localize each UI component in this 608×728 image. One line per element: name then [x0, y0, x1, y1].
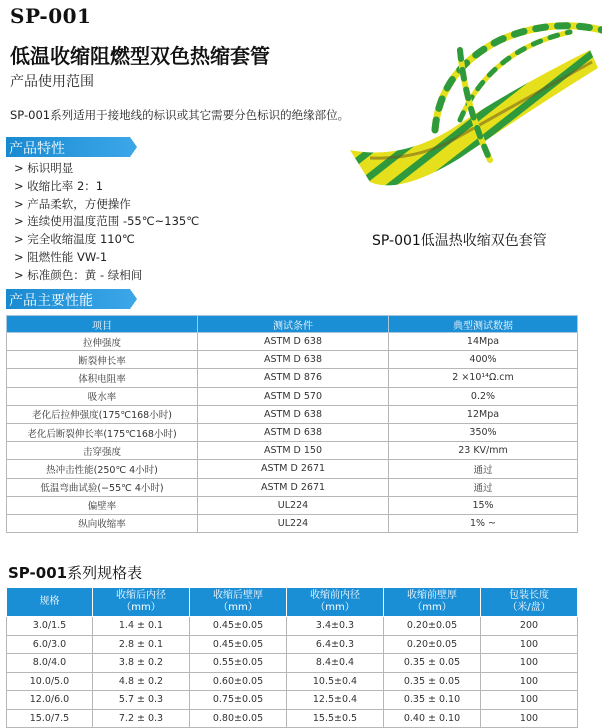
table-cell: 200: [481, 617, 578, 636]
table-cell: 吸水率: [7, 387, 198, 405]
table-cell: 体积电阻率: [7, 369, 198, 387]
column-header: 项目: [7, 316, 198, 333]
table-cell: 15.5±0.5: [287, 709, 384, 728]
table-cell: ASTM D 2671: [198, 478, 389, 496]
table-row: [7, 387, 578, 405]
table-header-row: [7, 588, 578, 617]
table-row: [7, 333, 578, 351]
table-row: [7, 635, 578, 654]
table-cell: 低温弯曲试验(−55℃ 4小时): [7, 478, 198, 496]
table-cell: 0.35 ± 0.05: [384, 654, 481, 673]
table-cell: 老化后拉伸强度(175℃168小时): [7, 405, 198, 423]
table-cell: 0.2%: [389, 387, 578, 405]
heading-arrow: [130, 289, 137, 309]
table-cell: ASTM D 150: [198, 442, 389, 460]
column-header: 规格: [7, 588, 93, 617]
table-cell: 100: [481, 635, 578, 654]
table-cell: 3.4±0.3: [287, 617, 384, 636]
table-row: [7, 617, 578, 636]
table-cell: 0.55±0.05: [190, 654, 287, 673]
table-row: [7, 478, 578, 496]
table-cell: 14Mpa: [389, 333, 578, 351]
table-cell: 15.0/7.5: [7, 709, 93, 728]
page-title: 低温收缩阻燃型双色热缩套管: [10, 44, 270, 68]
table-cell: 0.45±0.05: [190, 617, 287, 636]
table-cell: 老化后断裂伸长率(175℃168小时): [7, 423, 198, 441]
table-cell: 纵向收缩率: [7, 514, 198, 532]
features-heading-bar: [6, 137, 130, 157]
table-cell: 5.7 ± 0.3: [93, 691, 190, 710]
column-header: 收缩前壁厚 （mm）: [384, 588, 481, 617]
table-row: [7, 654, 578, 673]
feature-item: > 标识明显: [14, 161, 74, 175]
product-photo: [340, 10, 602, 200]
spec-table: [6, 587, 578, 728]
table-cell: 击穿强度: [7, 442, 198, 460]
table-row: [7, 496, 578, 514]
table-row: [7, 351, 578, 369]
table-cell: 100: [481, 709, 578, 728]
features-heading: 产品特性: [9, 141, 65, 157]
table-cell: 拉伸强度: [7, 333, 198, 351]
column-header: 收缩前内径 （mm）: [287, 588, 384, 617]
column-header: 收缩后内径 （mm）: [93, 588, 190, 617]
table-cell: 0.40 ± 0.10: [384, 709, 481, 728]
table-row: [7, 369, 578, 387]
table-row: [7, 405, 578, 423]
table-cell: 偏壁率: [7, 496, 198, 514]
feature-item: > 连续使用温度范围 -55℃~135℃: [14, 214, 200, 229]
spec-title-code: SP-001: [8, 564, 68, 582]
table-row: [7, 423, 578, 441]
table-cell: 0.45±0.05: [190, 635, 287, 654]
table-cell: 23 KV/mm: [389, 442, 578, 460]
features-list: [14, 160, 199, 285]
table-cell: 7.2 ± 0.3: [93, 709, 190, 728]
table-cell: 15%: [389, 496, 578, 514]
table-cell: 100: [481, 691, 578, 710]
table-cell: 0.75±0.05: [190, 691, 287, 710]
properties-heading: 产品主要性能: [9, 293, 93, 309]
table-cell: ASTM D 638: [198, 333, 389, 351]
table-cell: ASTM D 638: [198, 351, 389, 369]
table-cell: 2 ×10¹⁴Ω.cm: [389, 369, 578, 387]
table-cell: 0.20±0.05: [384, 635, 481, 654]
product-code: SP-001: [10, 4, 92, 28]
table-cell: 12.5±0.4: [287, 691, 384, 710]
table-cell: 0.60±0.05: [190, 672, 287, 691]
feature-item: > 标准颜色：黄 - 绿相间: [14, 267, 143, 282]
usage-description: SP-001系列适用于接地线的标识或其它需要分色标识的绝缘部位。: [10, 108, 350, 122]
table-cell: 400%: [389, 351, 578, 369]
table-cell: 4.8 ± 0.2: [93, 672, 190, 691]
table-cell: 2.8 ± 0.1: [93, 635, 190, 654]
spec-table-title: [8, 562, 142, 583]
table-cell: 1.4 ± 0.1: [93, 617, 190, 636]
table-cell: 100: [481, 672, 578, 691]
table-cell: 100: [481, 654, 578, 673]
table-cell: ASTM D 638: [198, 405, 389, 423]
table-cell: 10.5±0.4: [287, 672, 384, 691]
table-cell: 12Mpa: [389, 405, 578, 423]
spec-table-body: [7, 617, 578, 728]
table-cell: ASTM D 570: [198, 387, 389, 405]
product-caption: SP-001低温热收缩双色套管: [372, 233, 547, 249]
table-cell: ASTM D 876: [198, 369, 389, 387]
table-cell: ASTM D 638: [198, 423, 389, 441]
feature-item: > 收缩比率 2：1: [14, 178, 104, 193]
properties-table-body: [7, 333, 578, 533]
properties-table: [6, 315, 578, 533]
table-header-row: [7, 316, 578, 333]
table-cell: 通过: [389, 478, 578, 496]
table-cell: 热冲击性能(250℃ 4小时): [7, 460, 198, 478]
table-cell: UL224: [198, 496, 389, 514]
properties-heading-bar: [6, 289, 130, 309]
column-header: 收缩后壁厚 （mm）: [190, 588, 287, 617]
heading-arrow: [130, 137, 137, 157]
table-cell: 8.0/4.0: [7, 654, 93, 673]
table-cell: 8.4±0.4: [287, 654, 384, 673]
table-row: [7, 709, 578, 728]
column-header: 包装长度 （米/盘）: [481, 588, 578, 617]
table-row: [7, 514, 578, 532]
usage-subtitle: 产品使用范围: [10, 74, 94, 90]
feature-item: > 产品柔软，方便操作: [14, 196, 131, 211]
table-cell: ASTM D 2671: [198, 460, 389, 478]
table-cell: 0.35 ± 0.10: [384, 691, 481, 710]
table-cell: 0.80±0.05: [190, 709, 287, 728]
spec-title-text: 系列规格表: [67, 564, 143, 582]
table-row: [7, 460, 578, 478]
table-cell: 1% ~: [389, 514, 578, 532]
table-cell: 12.0/6.0: [7, 691, 93, 710]
table-row: [7, 691, 578, 710]
table-cell: UL224: [198, 514, 389, 532]
feature-item: > 完全收缩温度 110℃: [14, 232, 135, 247]
table-row: [7, 672, 578, 691]
table-cell: 10.0/5.0: [7, 672, 93, 691]
feature-item: > 阻燃性能 VW-1: [14, 249, 108, 264]
table-cell: 0.20±0.05: [384, 617, 481, 636]
table-cell: 3.8 ± 0.2: [93, 654, 190, 673]
table-cell: 3.0/1.5: [7, 617, 93, 636]
table-cell: 6.4±0.3: [287, 635, 384, 654]
column-header: 典型测试数据: [389, 316, 578, 333]
table-cell: 断裂伸长率: [7, 351, 198, 369]
column-header: 测试条件: [198, 316, 389, 333]
table-cell: 通过: [389, 460, 578, 478]
table-cell: 0.35 ± 0.05: [384, 672, 481, 691]
table-cell: 6.0/3.0: [7, 635, 93, 654]
table-row: [7, 442, 578, 460]
table-cell: 350%: [389, 423, 578, 441]
